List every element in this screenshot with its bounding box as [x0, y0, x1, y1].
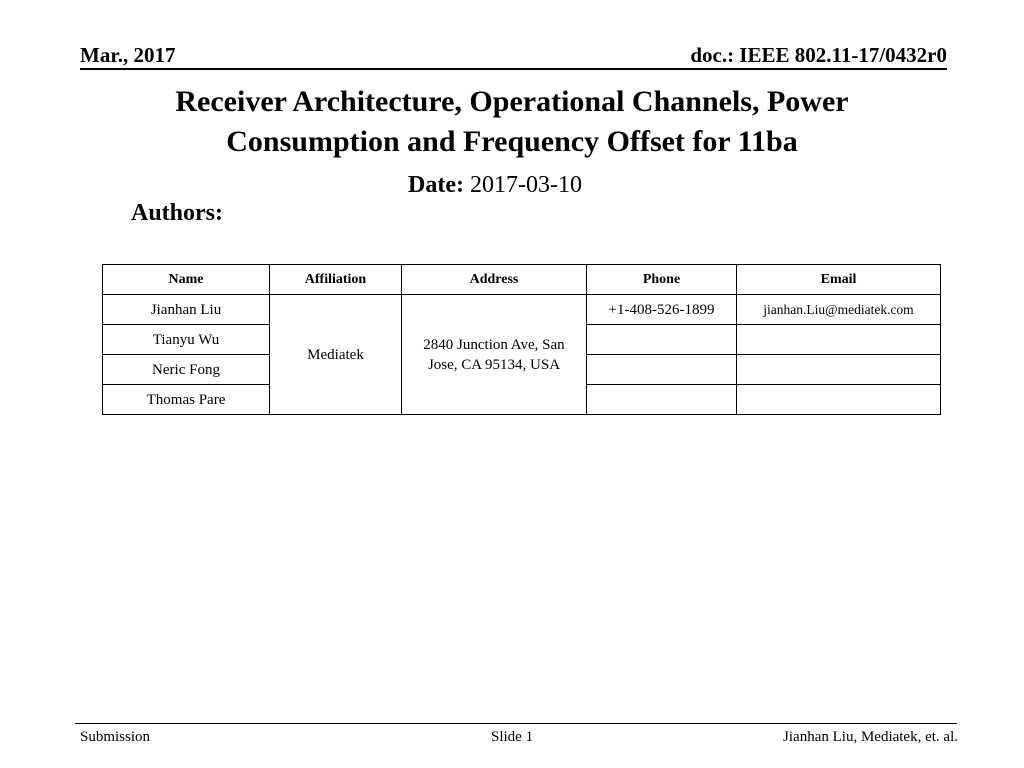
author-phone	[587, 355, 737, 385]
column-header-affiliation: Affiliation	[270, 265, 402, 295]
author-name: Thomas Pare	[103, 385, 270, 415]
column-header-name: Name	[103, 265, 270, 295]
table-header-row	[103, 265, 941, 295]
footer-authors: Jianhan Liu, Mediatek, et. al.	[783, 729, 958, 745]
author-name: Tianyu Wu	[103, 325, 270, 355]
footer-submission: Submission	[80, 729, 151, 745]
author-email	[737, 355, 941, 385]
slide-title	[0, 82, 1024, 162]
author-email	[737, 325, 941, 355]
affiliation-cell: Mediatek	[270, 295, 402, 415]
date-value: 2017-03-10	[469, 172, 582, 198]
author-name: Jianhan Liu	[103, 295, 270, 325]
address-line-1: 2840 Junction Ave, San	[423, 336, 565, 353]
author-email	[737, 385, 941, 415]
address-line-2: Jose, CA 95134, USA	[427, 356, 561, 373]
footer-slide-number: Slide 1	[491, 729, 534, 745]
header-doc-id: doc.: IEEE 802.11-17/0432r0	[690, 43, 947, 67]
address-cell	[402, 295, 587, 415]
author-phone: +1-408-526-1899	[587, 295, 737, 325]
header-date: Mar., 2017	[80, 43, 176, 67]
author-name: Neric Fong	[103, 355, 270, 385]
authors-table	[102, 264, 941, 415]
date-line	[408, 170, 582, 200]
slide-title-line-1: Receiver Architecture, Operational Channels, Power	[175, 85, 849, 118]
author-email: jianhan.Liu@mediatek.com	[737, 295, 941, 325]
column-header-address: Address	[402, 265, 587, 295]
column-header-phone: Phone	[587, 265, 737, 295]
date-label: Date:	[408, 172, 464, 198]
slide-title-line-2: Consumption and Frequency Offset for 11ba	[226, 125, 798, 158]
column-header-email: Email	[737, 265, 941, 295]
footer-divider	[75, 723, 957, 724]
author-phone	[587, 385, 737, 415]
header-divider	[80, 68, 947, 70]
authors-heading: Authors:	[131, 200, 224, 226]
table-row	[103, 295, 941, 325]
author-phone	[587, 325, 737, 355]
